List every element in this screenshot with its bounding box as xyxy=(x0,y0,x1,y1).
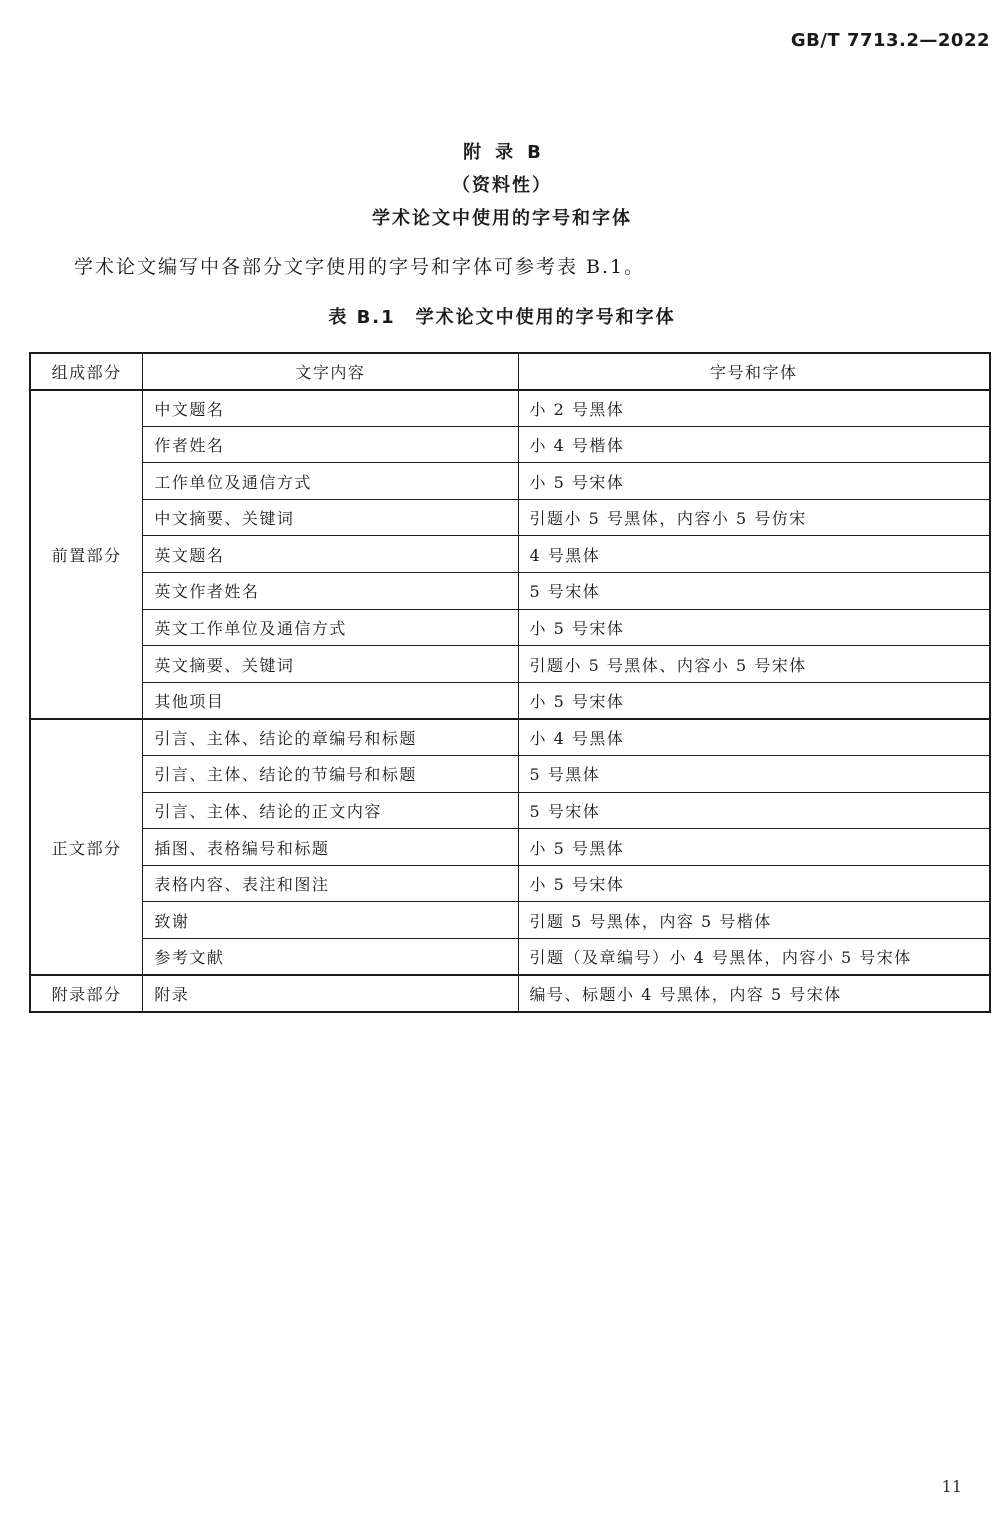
content-cell: 引言、主体、结论的章编号和标题 xyxy=(143,719,518,756)
table-row xyxy=(30,390,990,427)
table-row xyxy=(30,792,990,829)
font-spec-cell: 小 4 号黑体 xyxy=(518,719,990,756)
font-spec-cell: 5 号宋体 xyxy=(518,573,990,610)
content-cell: 插图、表格编号和标题 xyxy=(143,829,518,866)
table-row xyxy=(30,939,990,976)
table-row xyxy=(30,865,990,902)
font-spec-cell: 4 号黑体 xyxy=(518,536,990,573)
table-row xyxy=(30,463,990,500)
content-cell: 引言、主体、结论的节编号和标题 xyxy=(143,756,518,793)
font-spec-cell: 小 5 号宋体 xyxy=(518,609,990,646)
table-row xyxy=(30,756,990,793)
column-header: 文字内容 xyxy=(143,353,518,390)
group-name-cell: 正文部分 xyxy=(30,719,143,975)
group-name-cell: 附录部分 xyxy=(30,975,143,1012)
content-cell: 附录 xyxy=(143,975,518,1012)
font-spec-cell: 小 5 号黑体 xyxy=(518,829,990,866)
table-row xyxy=(30,573,990,610)
font-spec-cell: 引题小 5 号黑体，内容小 5 号仿宋 xyxy=(518,499,990,536)
appendix-nature: （资料性） xyxy=(452,175,552,196)
content-cell: 作者姓名 xyxy=(143,426,518,463)
table-row xyxy=(30,646,990,683)
group-name-cell: 前置部分 xyxy=(30,390,143,719)
table-row xyxy=(30,682,990,719)
appendix-label: 附录B xyxy=(463,142,555,163)
font-spec-cell: 引题 5 号黑体，内容 5 号楷体 xyxy=(518,902,990,939)
table-row xyxy=(30,719,990,756)
table-row xyxy=(30,829,990,866)
content-cell: 英文作者姓名 xyxy=(143,573,518,610)
content-cell: 表格内容、表注和图注 xyxy=(143,865,518,902)
content-cell: 英文工作单位及通信方式 xyxy=(143,609,518,646)
table-row xyxy=(30,975,990,1012)
font-spec-cell: 小 5 号宋体 xyxy=(518,682,990,719)
page-number: 11 xyxy=(941,1477,962,1496)
font-spec-cell: 5 号黑体 xyxy=(518,756,990,793)
content-cell: 致谢 xyxy=(143,902,518,939)
table-row xyxy=(30,902,990,939)
appendix-title: 学术论文中使用的字号和字体 xyxy=(372,208,632,229)
column-header: 组成部分 xyxy=(30,353,143,390)
table-header-row xyxy=(30,353,990,390)
font-spec-cell: 小 5 号宋体 xyxy=(518,463,990,500)
font-spec-cell: 小 4 号楷体 xyxy=(518,426,990,463)
table-row xyxy=(30,499,990,536)
font-size-table xyxy=(29,352,991,1013)
content-cell: 工作单位及通信方式 xyxy=(143,463,518,500)
content-cell: 其他项目 xyxy=(143,682,518,719)
table-row xyxy=(30,536,990,573)
font-spec-cell: 小 2 号黑体 xyxy=(518,390,990,427)
table-caption: 表 B.1 学术论文中使用的字号和字体 xyxy=(328,307,676,328)
content-cell: 英文题名 xyxy=(143,536,518,573)
standard-code: GB/T 7713.2—2022 xyxy=(790,30,990,51)
column-header: 字号和字体 xyxy=(518,353,990,390)
font-spec-cell: 引题小 5 号黑体、内容小 5 号宋体 xyxy=(518,646,990,683)
intro-paragraph: 学术论文编写中各部分文字使用的字号和字体可参考表 B.1。 xyxy=(74,256,646,278)
content-cell: 中文摘要、关键词 xyxy=(143,499,518,536)
content-cell: 英文摘要、关键词 xyxy=(143,646,518,683)
content-cell: 中文题名 xyxy=(143,390,518,427)
font-spec-cell: 编号、标题小 4 号黑体，内容 5 号宋体 xyxy=(518,975,990,1012)
font-spec-cell: 小 5 号宋体 xyxy=(518,865,990,902)
table-row xyxy=(30,426,990,463)
font-spec-cell: 引题（及章编号）小 4 号黑体，内容小 5 号宋体 xyxy=(518,939,990,976)
content-cell: 参考文献 xyxy=(143,939,518,976)
table-body xyxy=(30,390,990,1012)
font-spec-cell: 5 号宋体 xyxy=(518,792,990,829)
content-cell: 引言、主体、结论的正文内容 xyxy=(143,792,518,829)
table-row xyxy=(30,609,990,646)
